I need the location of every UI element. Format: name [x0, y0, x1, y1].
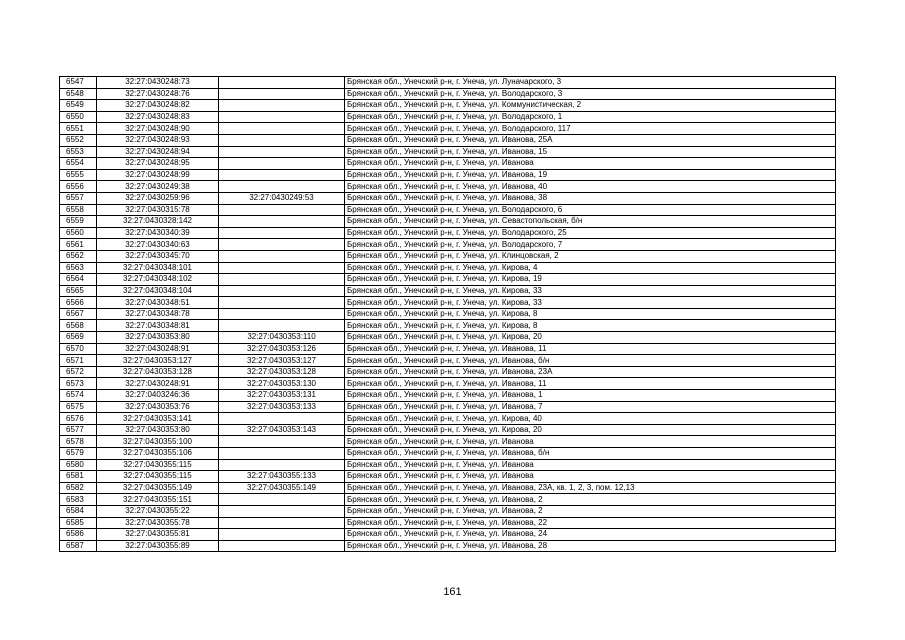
address-cell: Брянская обл., Унечский р-н, г. Унеча, ул. Володарского, 3: [345, 88, 836, 100]
row-number-cell: 6574: [60, 390, 97, 402]
table-row: [60, 378, 836, 390]
parent-cadastral-number-cell: 32:27:0430353:131: [219, 390, 345, 402]
cadastral-number-cell: 32:27:0430355:81: [97, 529, 219, 541]
cadastral-number-cell: 32:27:0430248:82: [97, 100, 219, 112]
address-cell: Брянская обл., Унечский р-н, г. Унеча, ул. Иванова, 38: [345, 192, 836, 204]
address-cell: Брянская обл., Унечский р-н, г. Унеча, ул. Иванова, 2: [345, 505, 836, 517]
table-row: [60, 169, 836, 181]
address-cell: Брянская обл., Унечский р-н, г. Унеча, ул. Володарского, 1: [345, 111, 836, 123]
address-cell: Брянская обл., Унечский р-н, г. Унеча, ул. Кирова, 8: [345, 320, 836, 332]
row-number-cell: 6551: [60, 123, 97, 135]
address-cell: Брянская обл., Унечский р-н, г. Унеча, ул. Иванова, 11: [345, 378, 836, 390]
address-cell: Брянская обл., Унечский р-н, г. Унеча, ул. Иванова: [345, 436, 836, 448]
cadastral-number-cell: 32:27:0430355:78: [97, 517, 219, 529]
row-number-cell: 6569: [60, 332, 97, 344]
row-number-cell: 6587: [60, 540, 97, 552]
address-cell: Брянская обл., Унечский р-н, г. Унеча, ул. Володарского, 25: [345, 227, 836, 239]
address-cell: Брянская обл., Унечский р-н, г. Унеча, ул. Иванова: [345, 471, 836, 483]
parent-cadastral-number-cell: [219, 216, 345, 228]
row-number-cell: 6552: [60, 134, 97, 146]
row-number-cell: 6554: [60, 158, 97, 170]
address-cell: Брянская обл., Унечский р-н, г. Унеча, ул. Коммунистическая, 2: [345, 100, 836, 112]
cadastral-number-cell: 32:27:0430328:142: [97, 216, 219, 228]
table-row: [60, 146, 836, 158]
address-cell: Брянская обл., Унечский р-н, г. Унеча, ул. Иванова: [345, 158, 836, 170]
row-number-cell: 6579: [60, 448, 97, 460]
cadastral-number-cell: 32:27:0430348:101: [97, 262, 219, 274]
table-row: [60, 158, 836, 170]
address-cell: Брянская обл., Унечский р-н, г. Унеча, ул. Кирова, 8: [345, 308, 836, 320]
address-cell: Брянская обл., Унечский р-н, г. Унеча, ул. Иванова, 22: [345, 517, 836, 529]
row-number-cell: 6555: [60, 169, 97, 181]
parent-cadastral-number-cell: [219, 436, 345, 448]
parent-cadastral-number-cell: [219, 262, 345, 274]
parent-cadastral-number-cell: [219, 77, 345, 89]
parent-cadastral-number-cell: [219, 505, 345, 517]
cadastral-number-cell: 32:27:0430248:73: [97, 77, 219, 89]
row-number-cell: 6576: [60, 413, 97, 425]
address-cell: Брянская обл., Унечский р-н, г. Унеча, ул. Иванова, 24: [345, 529, 836, 541]
table-row: [60, 448, 836, 460]
cadastral-number-cell: 32:27:0430353:128: [97, 366, 219, 378]
row-number-cell: 6557: [60, 192, 97, 204]
row-number-cell: 6568: [60, 320, 97, 332]
row-number-cell: 6547: [60, 77, 97, 89]
table-row: [60, 540, 836, 552]
address-cell: Брянская обл., Унечский р-н, г. Унеча, ул. Володарского, 117: [345, 123, 836, 135]
table-row: [60, 250, 836, 262]
cadastral-number-cell: 32:27:0430353:141: [97, 413, 219, 425]
address-cell: Брянская обл., Унечский р-н, г. Унеча, ул. Севастопольская, б/н: [345, 216, 836, 228]
parent-cadastral-number-cell: [219, 181, 345, 193]
cadastral-number-cell: 32:27:0430348:51: [97, 297, 219, 309]
parent-cadastral-number-cell: [219, 111, 345, 123]
address-cell: Брянская обл., Унечский р-н, г. Унеча, ул. Иванова, 23А, кв. 1, 2, 3, пом. 12,13: [345, 482, 836, 494]
address-cell: Брянская обл., Унечский р-н, г. Унеча, ул. Кирова, 20: [345, 424, 836, 436]
address-cell: Брянская обл., Унечский р-н, г. Унеча, ул. Володарского, 6: [345, 204, 836, 216]
row-number-cell: 6575: [60, 401, 97, 413]
cadastral-number-cell: 32:27:0430355:151: [97, 494, 219, 506]
parent-cadastral-number-cell: 32:27:0430249:53: [219, 192, 345, 204]
table-row: [60, 192, 836, 204]
table-row: [60, 424, 836, 436]
table-row: [60, 494, 836, 506]
table-body: [60, 77, 836, 552]
cadastral-number-cell: 32:27:0430355:115: [97, 471, 219, 483]
cadastral-number-cell: 32:27:0430355:89: [97, 540, 219, 552]
row-number-cell: 6577: [60, 424, 97, 436]
table-row: [60, 274, 836, 286]
row-number-cell: 6573: [60, 378, 97, 390]
parent-cadastral-number-cell: 32:27:0430353:133: [219, 401, 345, 413]
parent-cadastral-number-cell: [219, 239, 345, 251]
parent-cadastral-number-cell: 32:27:0430355:133: [219, 471, 345, 483]
row-number-cell: 6553: [60, 146, 97, 158]
table-row: [60, 529, 836, 541]
parent-cadastral-number-cell: [219, 529, 345, 541]
table-row: [60, 134, 836, 146]
row-number-cell: 6561: [60, 239, 97, 251]
table-row: [60, 88, 836, 100]
parent-cadastral-number-cell: [219, 274, 345, 286]
table-row: [60, 436, 836, 448]
cadastral-number-cell: 32:27:0430248:99: [97, 169, 219, 181]
cadastral-number-cell: 32:27:0430355:149: [97, 482, 219, 494]
cadastral-number-cell: 32:27:0430355:22: [97, 505, 219, 517]
table-row: [60, 204, 836, 216]
table-row: [60, 320, 836, 332]
address-cell: Брянская обл., Унечский р-н, г. Унеча, ул. Иванова: [345, 459, 836, 471]
table-row: [60, 297, 836, 309]
cadastral-number-cell: 32:27:0430348:102: [97, 274, 219, 286]
parent-cadastral-number-cell: [219, 308, 345, 320]
parent-cadastral-number-cell: [219, 100, 345, 112]
cadastral-number-cell: 32:27:0430248:76: [97, 88, 219, 100]
parent-cadastral-number-cell: 32:27:0430353:130: [219, 378, 345, 390]
table-row: [60, 390, 836, 402]
parent-cadastral-number-cell: [219, 320, 345, 332]
cadastral-number-cell: 32:27:0430348:81: [97, 320, 219, 332]
cadastral-number-cell: 32:27:0430353:80: [97, 424, 219, 436]
table-row: [60, 262, 836, 274]
cadastral-number-cell: 32:27:0403246:36: [97, 390, 219, 402]
table-row: [60, 308, 836, 320]
table-row: [60, 332, 836, 344]
address-cell: Брянская обл., Унечский р-н, г. Унеча, ул. Кирова, 33: [345, 285, 836, 297]
parent-cadastral-number-cell: [219, 448, 345, 460]
row-number-cell: 6578: [60, 436, 97, 448]
row-number-cell: 6571: [60, 355, 97, 367]
address-cell: Брянская обл., Унечский р-н, г. Унеча, ул. Кирова, 33: [345, 297, 836, 309]
cadastral-number-cell: 32:27:0430353:80: [97, 332, 219, 344]
parent-cadastral-number-cell: 32:27:0430355:149: [219, 482, 345, 494]
cadastral-number-cell: 32:27:0430355:100: [97, 436, 219, 448]
table-row: [60, 505, 836, 517]
table-row: [60, 366, 836, 378]
parent-cadastral-number-cell: 32:27:0430353:127: [219, 355, 345, 367]
address-cell: Брянская обл., Унечский р-н, г. Унеча, ул. Иванова, 2: [345, 494, 836, 506]
table-row: [60, 343, 836, 355]
table-row: [60, 111, 836, 123]
address-cell: Брянская обл., Унечский р-н, г. Унеча, ул. Иванова, б/н: [345, 355, 836, 367]
cadastral-number-cell: 32:27:0430353:127: [97, 355, 219, 367]
parent-cadastral-number-cell: [219, 297, 345, 309]
row-number-cell: 6548: [60, 88, 97, 100]
row-number-cell: 6564: [60, 274, 97, 286]
cadastral-number-cell: 32:27:0430315:78: [97, 204, 219, 216]
parent-cadastral-number-cell: [219, 88, 345, 100]
row-number-cell: 6562: [60, 250, 97, 262]
row-number-cell: 6559: [60, 216, 97, 228]
table-row: [60, 471, 836, 483]
cadastral-number-cell: 32:27:0430248:91: [97, 378, 219, 390]
row-number-cell: 6583: [60, 494, 97, 506]
address-cell: Брянская обл., Унечский р-н, г. Унеча, ул. Иванова, 19: [345, 169, 836, 181]
address-cell: Брянская обл., Унечский р-н, г. Унеча, ул. Иванова, 1: [345, 390, 836, 402]
row-number-cell: 6550: [60, 111, 97, 123]
row-number-cell: 6567: [60, 308, 97, 320]
table-row: [60, 227, 836, 239]
table-row: [60, 181, 836, 193]
row-number-cell: 6570: [60, 343, 97, 355]
row-number-cell: 6572: [60, 366, 97, 378]
parent-cadastral-number-cell: [219, 146, 345, 158]
table-row: [60, 77, 836, 89]
address-cell: Брянская обл., Унечский р-н, г. Унеча, ул. Иванова, 40: [345, 181, 836, 193]
row-number-cell: 6585: [60, 517, 97, 529]
address-cell: Брянская обл., Унечский р-н, г. Унеча, ул. Иванова, 7: [345, 401, 836, 413]
row-number-cell: 6584: [60, 505, 97, 517]
parent-cadastral-number-cell: [219, 459, 345, 471]
table-row: [60, 216, 836, 228]
address-cell: Брянская обл., Унечский р-н, г. Унеча, ул. Кирова, 20: [345, 332, 836, 344]
row-number-cell: 6581: [60, 471, 97, 483]
parent-cadastral-number-cell: [219, 285, 345, 297]
address-cell: Брянская обл., Унечский р-н, г. Унеча, ул. Иванова, б/н: [345, 448, 836, 460]
parent-cadastral-number-cell: [219, 169, 345, 181]
row-number-cell: 6565: [60, 285, 97, 297]
address-cell: Брянская обл., Унечский р-н, г. Унеча, ул. Кирова, 4: [345, 262, 836, 274]
parent-cadastral-number-cell: [219, 250, 345, 262]
table-row: [60, 239, 836, 251]
parent-cadastral-number-cell: 32:27:0430353:128: [219, 366, 345, 378]
parent-cadastral-number-cell: [219, 413, 345, 425]
cadastral-number-cell: 32:27:0430259:96: [97, 192, 219, 204]
address-cell: Брянская обл., Унечский р-н, г. Унеча, ул. Иванова, 11: [345, 343, 836, 355]
row-number-cell: 6558: [60, 204, 97, 216]
cadastral-number-cell: 32:27:0430248:83: [97, 111, 219, 123]
address-cell: Брянская обл., Унечский р-н, г. Унеча, ул. Иванова, 28: [345, 540, 836, 552]
table-row: [60, 459, 836, 471]
parent-cadastral-number-cell: [219, 123, 345, 135]
table-row: [60, 100, 836, 112]
cadastral-number-cell: 32:27:0430348:78: [97, 308, 219, 320]
address-cell: Брянская обл., Унечский р-н, г. Унеча, ул. Кирова, 40: [345, 413, 836, 425]
row-number-cell: 6556: [60, 181, 97, 193]
address-cell: Брянская обл., Унечский р-н, г. Унеча, ул. Иванова, 15: [345, 146, 836, 158]
parent-cadastral-number-cell: 32:27:0430353:126: [219, 343, 345, 355]
cadastral-number-cell: 32:27:0430355:106: [97, 448, 219, 460]
row-number-cell: 6566: [60, 297, 97, 309]
parent-cadastral-number-cell: [219, 134, 345, 146]
table-row: [60, 285, 836, 297]
cadastral-number-cell: 32:27:0430340:63: [97, 239, 219, 251]
address-cell: Брянская обл., Унечский р-н, г. Унеча, ул. Володарского, 7: [345, 239, 836, 251]
parent-cadastral-number-cell: [219, 204, 345, 216]
parent-cadastral-number-cell: 32:27:0430353:143: [219, 424, 345, 436]
cadastral-number-cell: 32:27:0430340:39: [97, 227, 219, 239]
row-number-cell: 6549: [60, 100, 97, 112]
table-row: [60, 401, 836, 413]
table-row: [60, 123, 836, 135]
table-row: [60, 482, 836, 494]
table-row: [60, 413, 836, 425]
parent-cadastral-number-cell: [219, 227, 345, 239]
cadastral-number-cell: 32:27:0430248:90: [97, 123, 219, 135]
row-number-cell: 6560: [60, 227, 97, 239]
parent-cadastral-number-cell: [219, 494, 345, 506]
parent-cadastral-number-cell: 32:27:0430353:110: [219, 332, 345, 344]
address-cell: Брянская обл., Унечский р-н, г. Унеча, ул. Клинцовская, 2: [345, 250, 836, 262]
parent-cadastral-number-cell: [219, 158, 345, 170]
address-cell: Брянская обл., Унечский р-н, г. Унеча, ул. Кирова, 19: [345, 274, 836, 286]
cadastral-number-cell: 32:27:0430249:38: [97, 181, 219, 193]
address-cell: Брянская обл., Унечский р-н, г. Унеча, ул. Иванова, 25А: [345, 134, 836, 146]
table-row: [60, 517, 836, 529]
address-cell: Брянская обл., Унечский р-н, г. Унеча, ул. Луначарского, 3: [345, 77, 836, 89]
cadastral-number-cell: 32:27:0430345:70: [97, 250, 219, 262]
address-cell: Брянская обл., Унечский р-н, г. Унеча, ул. Иванова, 23А: [345, 366, 836, 378]
cadastral-table: [59, 76, 836, 552]
table-row: [60, 355, 836, 367]
cadastral-number-cell: 32:27:0430248:95: [97, 158, 219, 170]
row-number-cell: 6582: [60, 482, 97, 494]
row-number-cell: 6580: [60, 459, 97, 471]
cadastral-number-cell: 32:27:0430248:91: [97, 343, 219, 355]
row-number-cell: 6563: [60, 262, 97, 274]
cadastral-number-cell: 32:27:0430353:76: [97, 401, 219, 413]
parent-cadastral-number-cell: [219, 540, 345, 552]
cadastral-number-cell: 32:27:0430248:93: [97, 134, 219, 146]
row-number-cell: 6586: [60, 529, 97, 541]
cadastral-number-cell: 32:27:0430248:94: [97, 146, 219, 158]
cadastral-number-cell: 32:27:0430355:115: [97, 459, 219, 471]
page-number: 161: [443, 586, 462, 598]
parent-cadastral-number-cell: [219, 517, 345, 529]
cadastral-number-cell: 32:27:0430348:104: [97, 285, 219, 297]
